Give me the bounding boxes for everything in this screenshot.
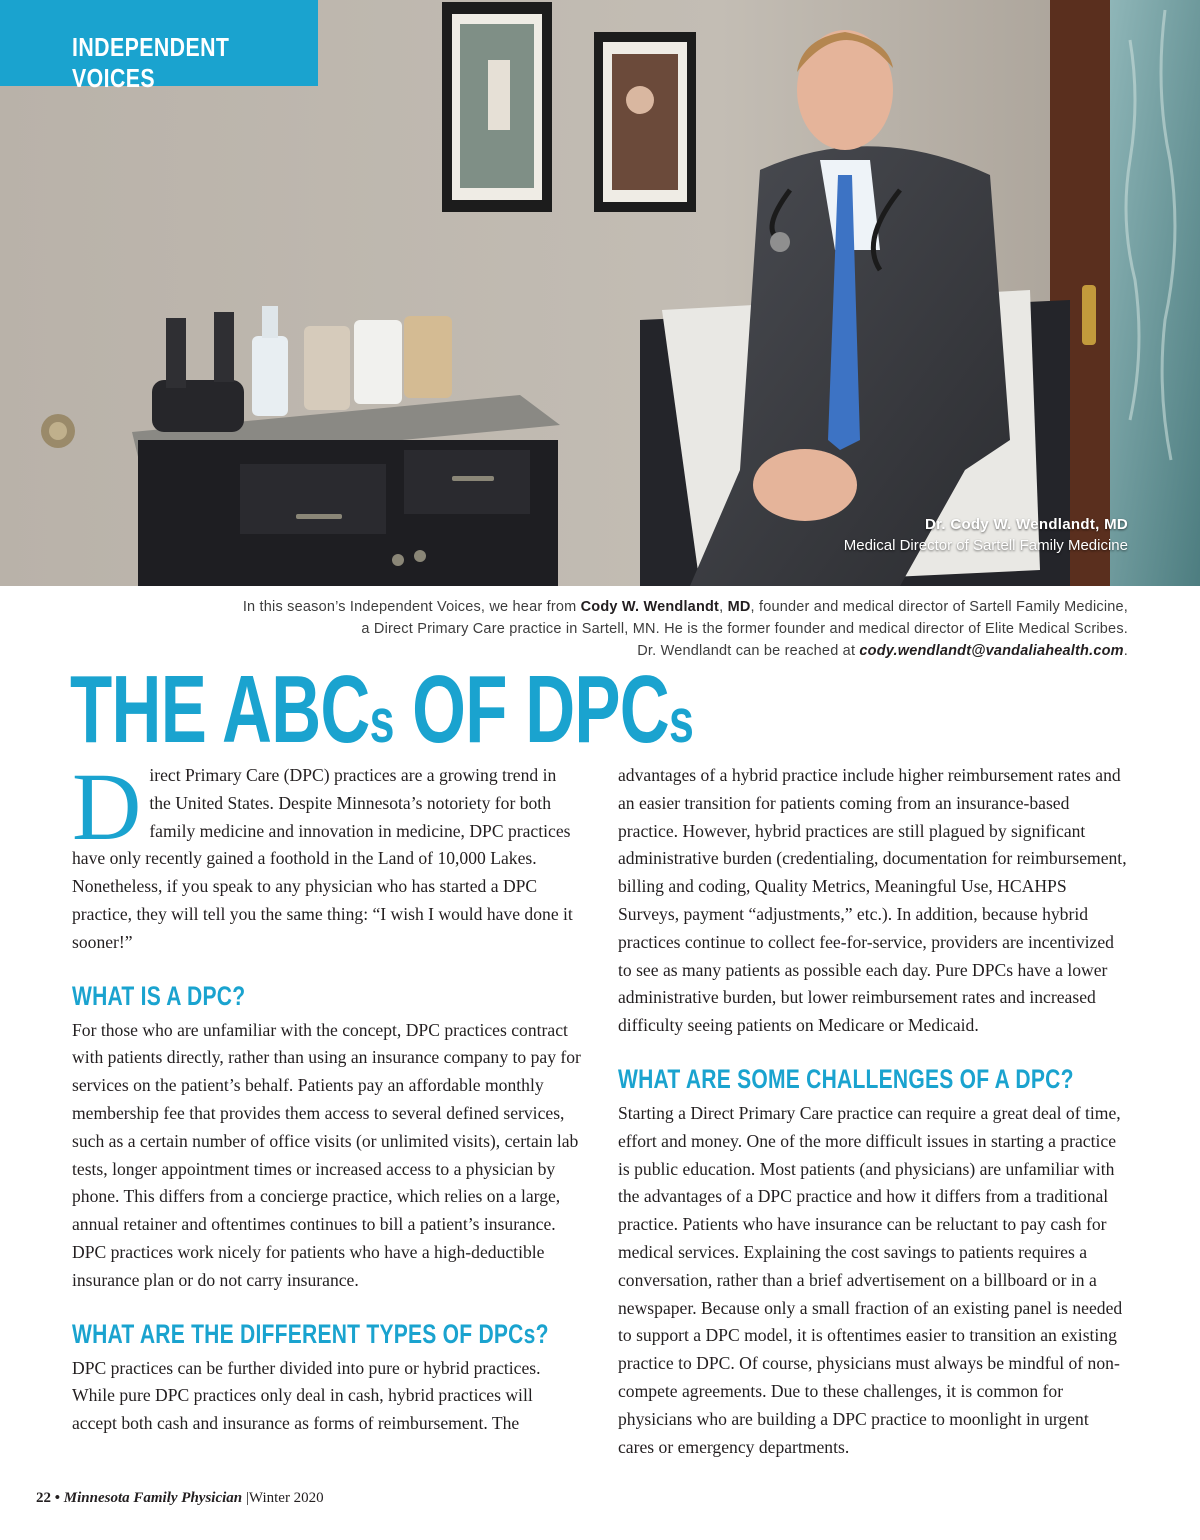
issue-date: Winter 2020 — [248, 1490, 324, 1506]
title-part: s — [369, 687, 394, 756]
intro-text: In this season’s Independent Voices, we hear from — [242, 599, 581, 615]
page-footer — [36, 1490, 324, 1507]
article-title — [70, 656, 694, 772]
section-tag-label: INDEPENDENT VOICES — [72, 32, 230, 93]
intro-text: Dr. Wendlandt can be reached at — [637, 643, 860, 659]
photo-credit-name: Dr. Cody W. Wendlandt, MD — [924, 516, 1128, 533]
intro-caption — [128, 596, 1128, 662]
intro-text: . — [1123, 643, 1128, 659]
footer-separator: | — [245, 1490, 249, 1506]
page-number: 22 — [36, 1490, 51, 1506]
paragraph: Starting a Direct Primary Care practice can require a great deal of time, effort and money. One of the more difficult issues in starting a practice is public education. Most patients (and physicians) are unfamiliar with the advantages of a DPC practice and how it differs from a traditional practice. Patients who have insurance can be reluctant to pay cash for medical services. Explaining the cost savings to patients requires a conversation, rather than a brief advertisement on a billboard or in a newspaper. Because only a small fraction of an existing panel is needed to support a DPC model, it is oftentimes easier to transition an existing practice to DPC. Of course, physicians must always be mindful of non-compete agreements. Due to these challenges, it is common for physicians who are building a DPC practice to moonlight in urgent cares or emergency departments. — [618, 1102, 1123, 1457]
intro-text: , founder and medical director of Sartell Family Medicine, — [750, 599, 1128, 615]
section-heading: WHAT ARE THE DIFFERENT TYPES OF DPCs? — [72, 1318, 549, 1349]
title-part: s — [668, 687, 694, 756]
photo-credit — [844, 516, 1128, 554]
photo-credit-role: Medical Director of Sartell Family Medicine — [843, 537, 1128, 554]
footer-bullet: • — [54, 1490, 61, 1506]
author-email-link[interactable]: cody.wendlandt@vandaliahealth.com — [859, 643, 1124, 659]
paragraph-text: irect Primary Care (DPC) practices are a growing trend in the United States. Despite Minnesota’s notoriety for both family medicine and innovation in medicine, DPC practices have only recently gained a foothold in the Land of 10,000 Lakes. Nonetheless, if you speak to any physician who has started a DPC practice, they will tell you the same thing: “I wish I would have done it sooner!” — [72, 765, 573, 952]
intro-line-1 — [128, 596, 1128, 618]
hero-photo — [0, 0, 1200, 586]
author-credential: MD — [727, 599, 751, 615]
intro-line-2: a Direct Primary Care practice in Sartell, MN. He is the former founder and medical director of Elite Medical Scribes. — [361, 621, 1128, 637]
paragraph: DPC practices can be further divided into pure or hybrid practices. While pure DPC practices only deal in cash, hybrid practices will accept both cash and insurance as forms of reimbursement. The — [72, 1357, 541, 1434]
title-part: THE ABC — [70, 656, 370, 763]
article-column-left — [72, 753, 582, 1438]
section-heading: WHAT ARE SOME CHALLENGES OF A DPC? — [618, 1063, 1074, 1094]
intro-sep: , — [719, 599, 728, 615]
title-part: OF DPC — [393, 656, 669, 763]
magazine-name: Minnesota Family Physician — [63, 1490, 243, 1506]
section-heading: WHAT IS A DPC? — [72, 980, 246, 1011]
section-tag — [0, 0, 318, 93]
drop-cap: D — [72, 753, 142, 860]
paragraph-intro — [72, 753, 582, 957]
paragraph: For those who are unfamiliar with the concept, DPC practices contract with patients directly, rather than using an insurance company to pay for services on the patient’s behalf. Patients pay an affordable monthly membership fee that provides them access to several defined services, such as a certain number of office visits (or unlimited visits), certain lab tests, longer appointment times or increased access to a physician by phone. This differs from a concierge practice, which relies on a large, annual retainer and oftentimes continues to bill a patient’s insurance. DPC practices work nicely for patients who have a high-deductible insurance plan or do not carry insurance. — [72, 1019, 581, 1290]
author-name: Cody W. Wendlandt — [580, 599, 720, 615]
article-column-right — [618, 762, 1128, 1461]
paragraph: advantages of a hybrid practice include higher reimbursement rates and an easier transition for patients coming from an insurance-based practice. However, hybrid practices are still plagued by significant administrative burden (credentialing, documentation for reimbursement, billing and coding, Quality Metrics, Meaningful Use, HCAHPS Surveys, payment “adjustments,” etc.). In addition, because hybrid practices continue to collect fee-for-service, providers are incentivized to see as many patients as possible each day. Pure DPCs have a lower administrative burden, but lower reimbursement rates and increased difficulty seeing patients on Medicare or Medicaid. — [618, 765, 1127, 1036]
